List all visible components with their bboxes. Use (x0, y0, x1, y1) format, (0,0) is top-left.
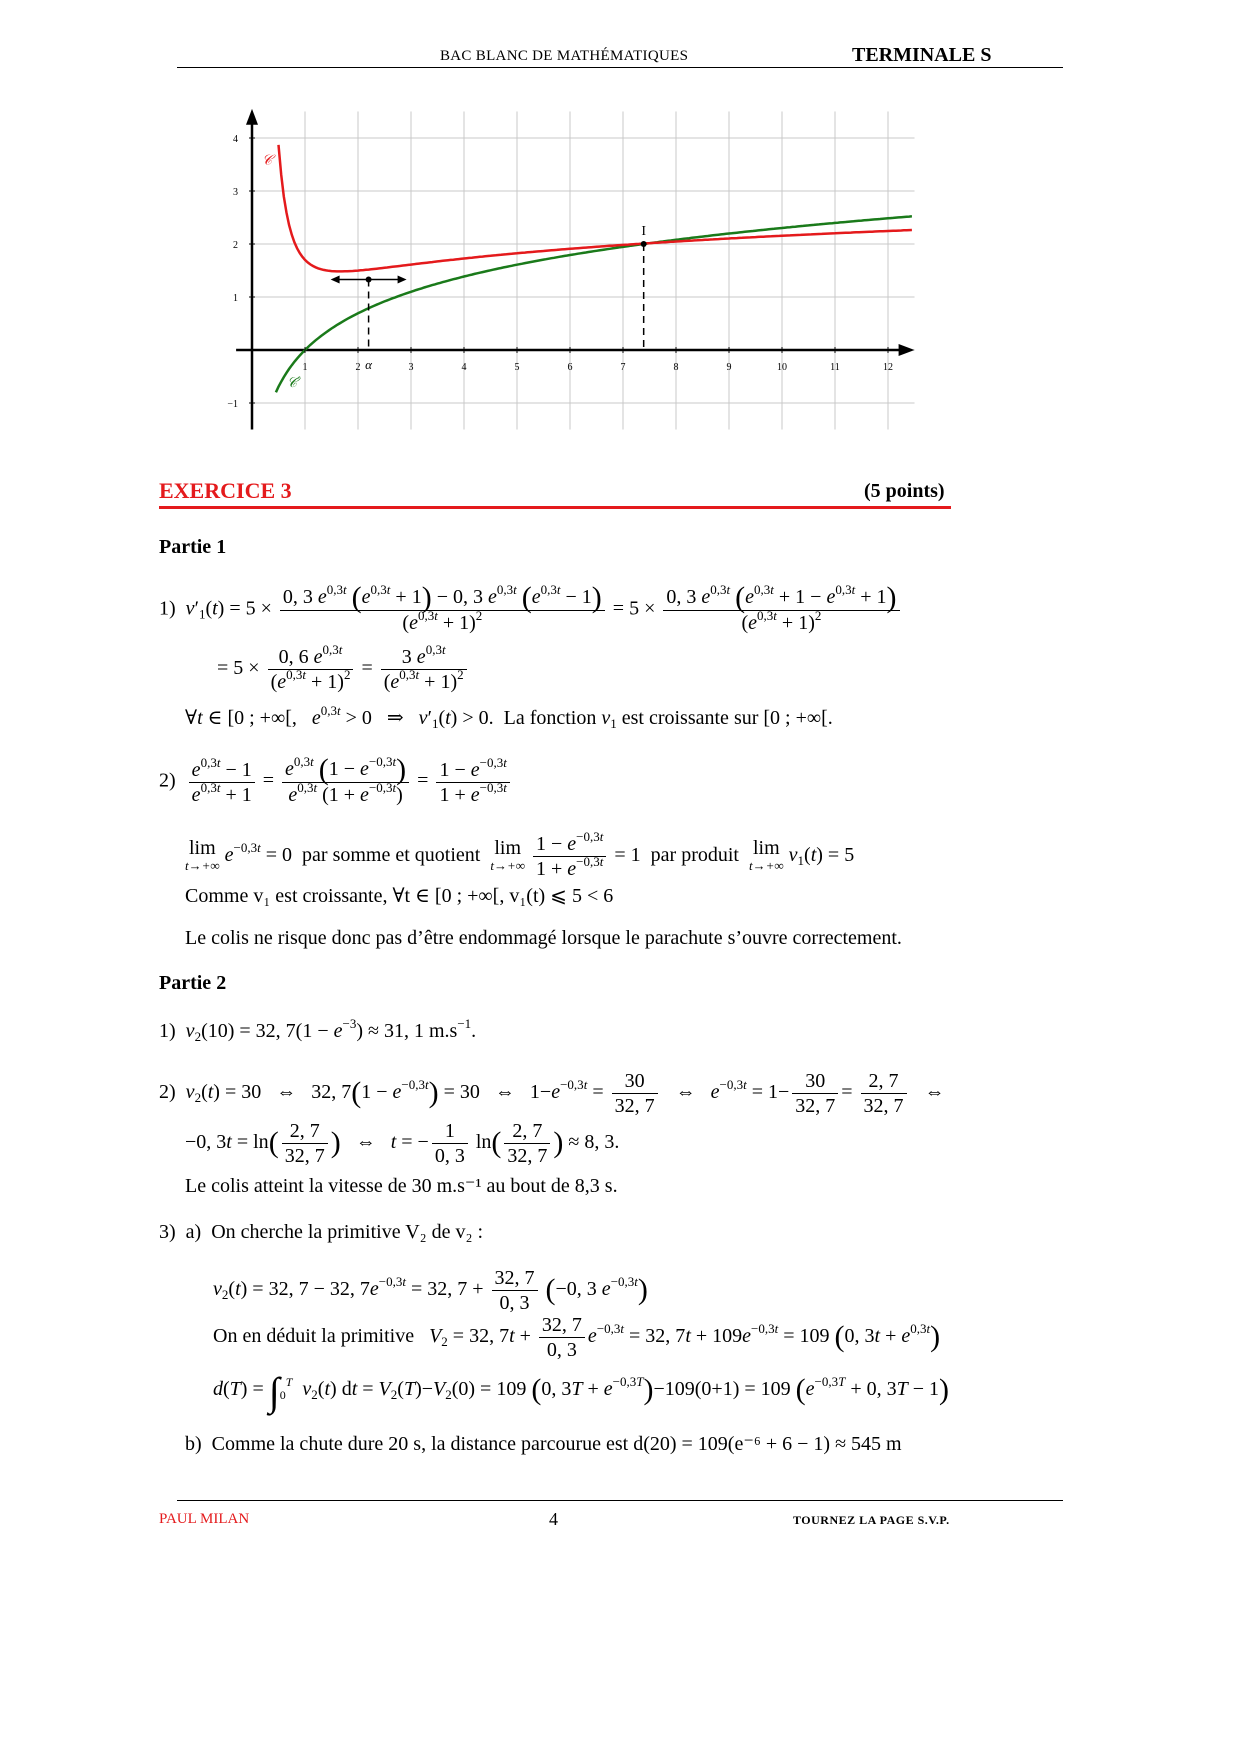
y-tick-label: −1 (227, 399, 238, 410)
tangent-arrow-left (331, 276, 340, 284)
partie2-title: Partie 2 (159, 972, 227, 994)
limits-text-2: par produit (650, 844, 739, 867)
x-tick-label: 8 (673, 362, 679, 373)
p2-q3a-intro: 3) a) On cherche la primitive V₂ de v₂ : (159, 1221, 484, 1243)
p1-q2-limits: lim t→+∞ $e^{-0,3t} = 0$ par somme et quotient lim t→+∞ $\frac{1 - e^{-0,3t}}{1 + e^{-0,3t}}$ = 1 par produit lim t→+∞ $v_1(t) = 5$ (185, 829, 855, 880)
point-i (641, 241, 647, 247)
x-tick-label: 3 (408, 362, 414, 373)
limits-text-1: par somme et quotient (302, 844, 481, 867)
p2-q3a-eq2: On en déduit la primitive $V_2 = 32$, 7t + $\frac{32, 7}{0, 3}$ $e^{-0,3t} = 32$, $7t + 109e^{-0,3t} = 109$ (0, $3t + e^{0,3t}$) (213, 1314, 941, 1361)
partie1-title: Partie 1 (159, 536, 227, 558)
curve-c-label: 𝒞 (262, 152, 273, 169)
q3b-text: Comme la chute dure 20 s, la distance parcourue est d(20) = 109(e⁻⁶ + 6 − 1) ≈ 545 m (211, 1433, 902, 1455)
q3a-deduit-text: On en déduit la primitive (213, 1325, 415, 1348)
y-axis-arrow (246, 109, 258, 125)
function-graph (215, 95, 930, 440)
x-tick-label: 2 (355, 362, 361, 373)
curves (276, 145, 912, 392)
x-axis-arrow (899, 344, 915, 356)
p1-q1-eq2: = 5 × $\frac{0, 6 e^{0,3t}}{(e^{0,3t} + 1)^2}$ = $\frac{3 e^{0,3t}}{(e^{0,3t} + 1)^2}$ (217, 645, 1240, 694)
exercise-title: EXERCICE 3 (159, 478, 292, 503)
x-tick-label: 12 (883, 362, 893, 373)
p2-q2-eq2: −0, 3t = ln( $\frac{2, 7}{32, 7}$ ) ⇔ t = − $\frac{1}{0, 3}$ ln( $\frac{2, 7}{32, 7}$ ) ≈ 8, 3. (185, 1120, 620, 1167)
exercise-rule (159, 506, 951, 509)
exercise-points: (5 points) (864, 480, 945, 502)
footer-rule (177, 1500, 1063, 1501)
p2-q1: 1) $v_2(10) = 32$, $7(1 - e^{-3}) \approx 31$, 1 $m.s^{-1}$. (159, 1016, 477, 1044)
p1-q1-eq1: 1) $v'_1(t) = 5$ × $\frac{0, 3 e^{0,3t} (e^{0,3t} + 1) - 0, 3 e^{0,3t} (e^{0,3t} - 1)}{(e^{0,3t} + 1)^2}$ = 5 × $\frac{0, 3 e^{0,3t} (e^{0,3t} + 1 - e^{0,3t} + 1)}{(e^{0,3t} + 1)^2}$ (159, 585, 1240, 635)
x-tick-label: 7 (620, 362, 626, 373)
alpha-label: α (365, 357, 373, 372)
alpha-point (366, 277, 372, 283)
x-tick-label: 9 (726, 362, 732, 373)
annotations (262, 153, 647, 392)
footer-note: TOURNEZ LA PAGE S.V.P. (793, 1513, 950, 1527)
p2-q3a-eq1: $v_2(t) = 32$, 7 − 32, $7e^{-0,3t} = 32$, 7 + $\frac{32, 7}{0, 3}$ (−0, 3 $e^{-0,3t}$) (213, 1267, 648, 1314)
p1-q2-conclusion: Le colis ne risque donc pas d’être endommagé lorsque le parachute s’ouvre correctement. (185, 927, 902, 949)
footer-author: PAUL MILAN (159, 1511, 250, 1527)
p1-q2-comme: Comme v₁ est croissante, ∀t ∈ [0 ; +∞[, v₁(t) ⩽ 5 < 6 (185, 885, 614, 907)
p1-q2-eq: 2) $\frac{e^{0,3t} - 1}{e^{0,3t} + 1}$ = $\frac{e^{0,3t} (1 - e^{-0,3t})}{e^{0,3t} (1 + e^{-0,3t})}$ = $\frac{1 - e^{-0,3t}}{1 + e^{-0,3t}}$ (159, 757, 1240, 807)
y-tick-label: 2 (233, 240, 238, 251)
header-title: BAC BLANC DE MATHÉMATIQUES (440, 48, 689, 64)
q3a-intro-text: On cherche la primitive V₂ de v₂ : (211, 1221, 484, 1243)
x-tick-label: 1 (302, 362, 308, 373)
header-rule (177, 67, 1063, 68)
x-tick-label: 4 (461, 362, 467, 373)
tangent-arrow-right (398, 276, 407, 284)
p2-q2-eq1: 2) $v_2(t) = 30$ ⇔ 32, $7(1 - e^{-0,3t}) = 30$ ⇔ $1-e^{-0,3t}$ = $\frac{30}{32, 7}$ ⇔ $e^{-0,3t} = 1-$ $\frac{30}{32, 7}$ = $\frac{2, 7}{32, 7}$ ⇔ (159, 1070, 945, 1117)
p2-q3b: b) Comme la chute dure 20 s, la distance parcourue est d(20) = 109(e⁻⁶ + 6 − 1) ≈ 545 m (185, 1433, 902, 1455)
p2-q3a-eq3: $d(T) = \int_0^T$ $v_2(t)$ dt = $V_2(T)-V_2(0) = 109$ (0, $3T + e^{-0,3T})-109(0+1) = 109$ ($e^{-0,3T} + 0$, 3T − 1) (213, 1369, 950, 1414)
y-tick-label: 1 (233, 293, 238, 304)
header-section: TERMINALE S (852, 44, 992, 66)
curve-c-prime-label: 𝒞′ (287, 375, 301, 392)
x-tick-label: 6 (567, 362, 573, 373)
y-tick-label: 3 (233, 187, 238, 198)
p2-q2-conclusion: Le colis atteint la vitesse de 30 m.s⁻¹ au bout de 8,3 s. (185, 1175, 618, 1197)
tick-labels (227, 134, 893, 410)
p1-q1-conclusion: ∀t ∈ [0 ; +∞[, $e^{0,3t} > 0$ ⇒ $v'_1(t) > 0$. La fonction $v_1$ est croissante sur [0 ; +∞[. (185, 703, 833, 731)
footer-page: 4 (549, 1509, 558, 1529)
y-tick-label: 4 (233, 134, 238, 145)
point-i-label: I (641, 224, 647, 239)
axes (236, 109, 914, 430)
curve-c (279, 145, 912, 272)
x-tick-label: 10 (777, 362, 787, 373)
x-tick-label: 5 (514, 362, 520, 373)
x-tick-label: 11 (830, 362, 840, 373)
